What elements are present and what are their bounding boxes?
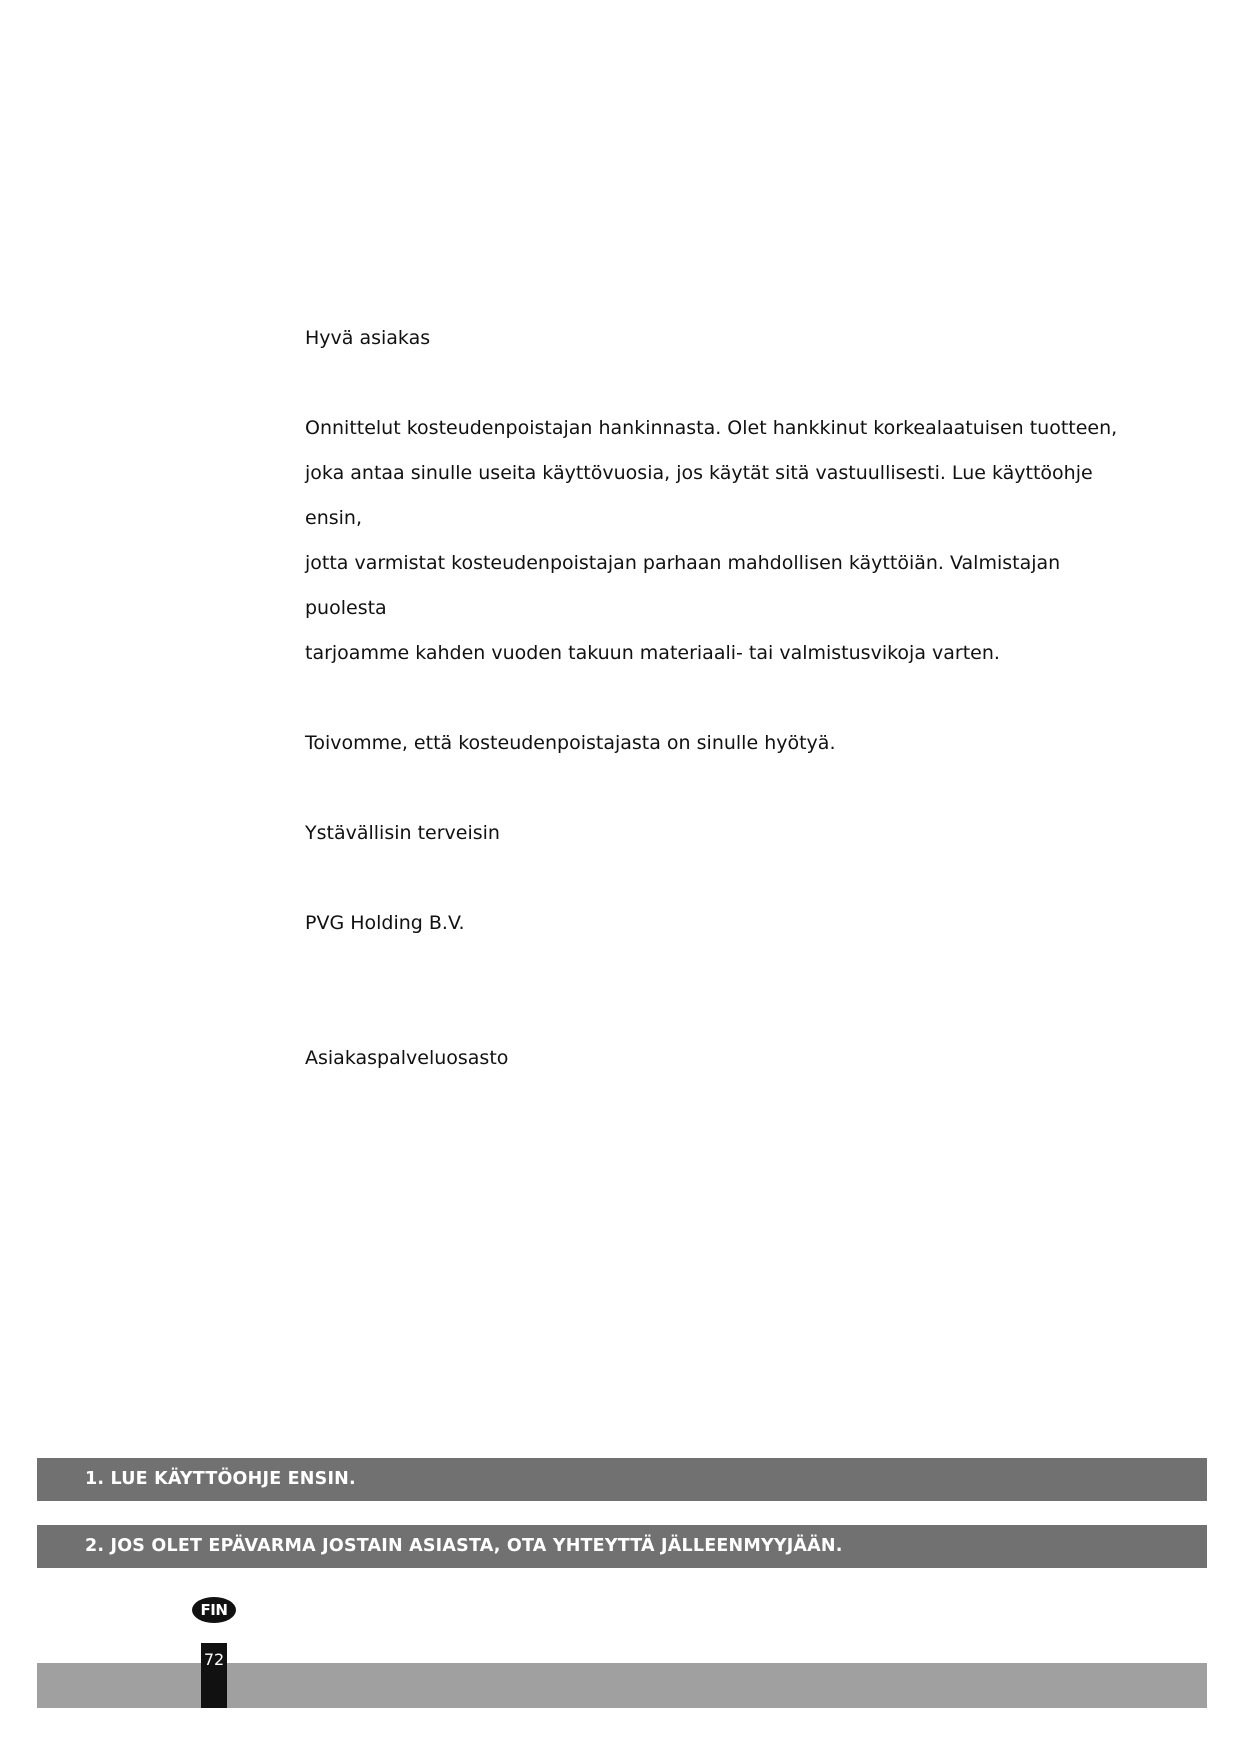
letter-body [305, 316, 1125, 1081]
spacer [305, 766, 1125, 811]
paragraph-line: jotta varmistat kosteudenpoistajan parhaan mahdollisen käyttöiän. Valmistajan puolesta [305, 552, 1061, 619]
spacer [305, 361, 1125, 406]
paragraph-line: tarjoamme kahden vuoden takuun materiaali- tai valmistusvikoja varten. [305, 642, 1000, 664]
spacer [305, 676, 1125, 721]
closing-text: Ystävällisin terveisin [305, 822, 500, 844]
spacer [305, 946, 1125, 1036]
department-name: Asiakaspalveluosasto [305, 1047, 509, 1069]
language-badge: FIN [192, 1597, 236, 1623]
page-number: 72 [203, 1650, 225, 1669]
wish-text: Toivomme, että kosteudenpoistajasta on sinulle hyötyä. [305, 732, 836, 754]
paragraph-line: Onnittelut kosteudenpoistajan hankinnasta. Olet hankkinut korkealaatuisen tuotteen, [305, 417, 1118, 439]
notice-band-2: 2. JOS OLET EPÄVARMA JOSTAIN ASIASTA, OTA YHTEYTTÄ JÄLLEENMYYJÄÄN. [37, 1525, 1207, 1568]
company-name: PVG Holding B.V. [305, 912, 465, 934]
page-number-tab [201, 1643, 227, 1708]
spacer [305, 856, 1125, 901]
paragraph-line: joka antaa sinulle useita käyttövuosia, jos käytät sitä vastuullisesti. Lue käyttöohje ensin, [305, 462, 1093, 529]
notice-band-1: 1. LUE KÄYTTÖOHJE ENSIN. [37, 1458, 1207, 1501]
greeting: Hyvä asiakas [305, 327, 431, 349]
